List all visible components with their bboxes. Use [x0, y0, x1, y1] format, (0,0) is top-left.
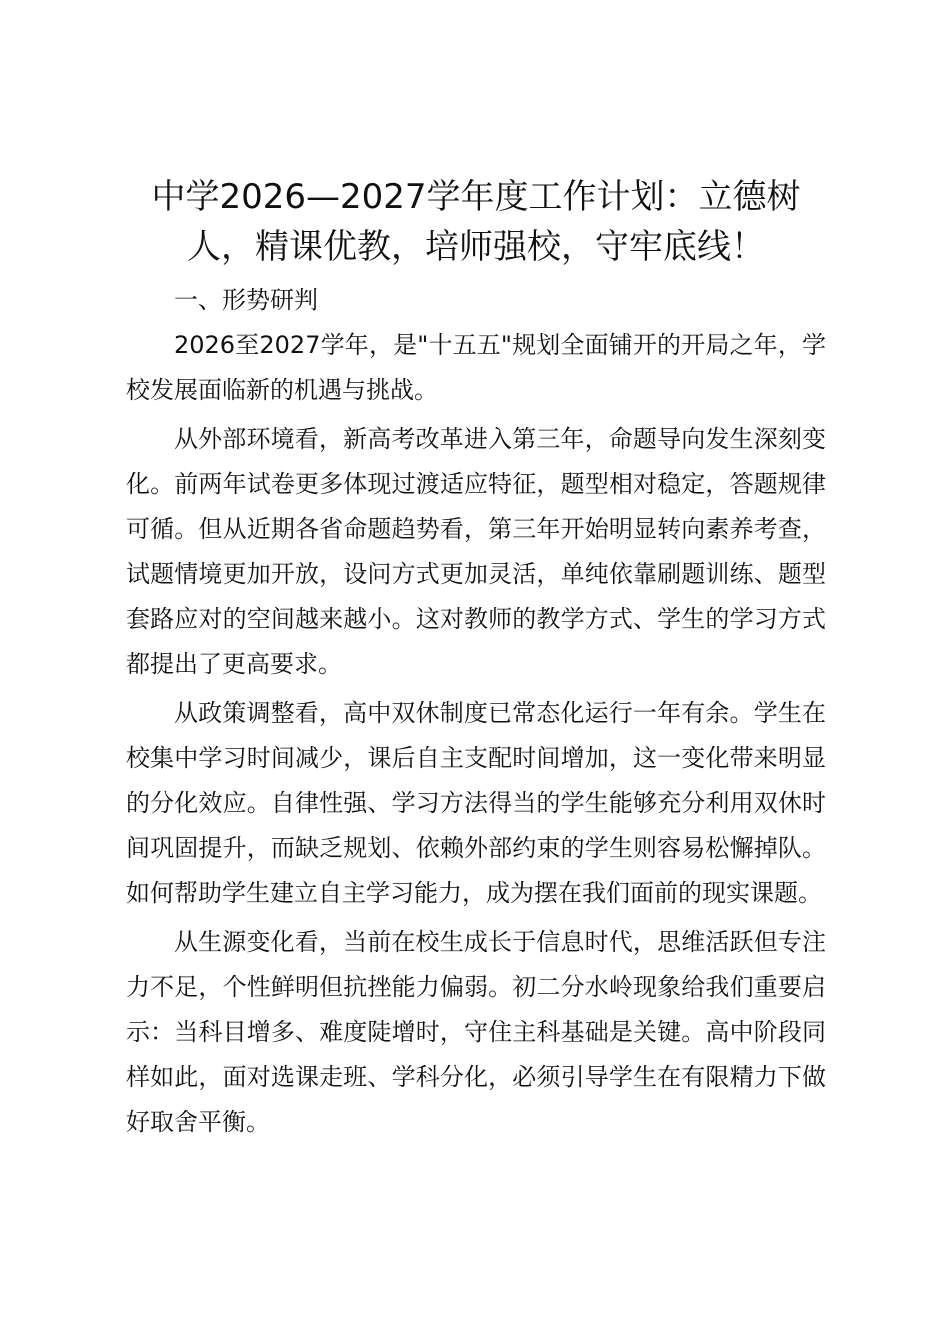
section-heading: 一、形势研判 — [174, 286, 318, 314]
document-title: 中学2026—2027学年度工作计划：立德树人，精课优教，培师强校，守牢底线！ — [151, 177, 801, 267]
paragraph-policy-adjustment: 从政策调整看，高中双休制度已常态化运行一年有余。学生在校集中学习时间减少，课后自主支配时间增加，这一变化带来明显的分化效应。自律性强、学习方法得当的学生能够充分利用双休时间巩固提升，而缺乏规划、依赖外部约束的学生则容易松懈掉队。如何帮助学生建立自主学习能力，成为摆在我们面前的现实课题。 — [126, 699, 826, 907]
paragraph-external-environment: 从外部环境看，新高考改革进入第三年，命题导向发生深刻变化。前两年试卷更多体现过渡适应特征，题型相对稳定，答题规律可循。但从近期各省命题趋势看，第三年开始明显转向素养考查，试题情境更加开放，设问方式更加灵活，单纯依靠刷题训练、题型套路应对的空间越来越小。这对教师的教学方式、学生的学习方式都提出了更高要求。 — [126, 425, 826, 678]
document-body — [126, 172, 826, 1149]
paragraph-student-source: 从生源变化看，当前在校生成长于信息时代，思维活跃但专注力不足，个性鲜明但抗挫能力偏弱。初二分水岭现象给我们重要启示：当科目增多、难度陡增时，守住主科基础是关键。高中阶段同样如此，面对选课走班、学科分化，必须引导学生在有限精力下做好取舍平衡。 — [126, 928, 826, 1136]
paragraph-intro: 2026至2027学年，是"十五五"规划全面铺开的开局之年，学校发展面临新的机遇与挑战。 — [126, 331, 826, 404]
